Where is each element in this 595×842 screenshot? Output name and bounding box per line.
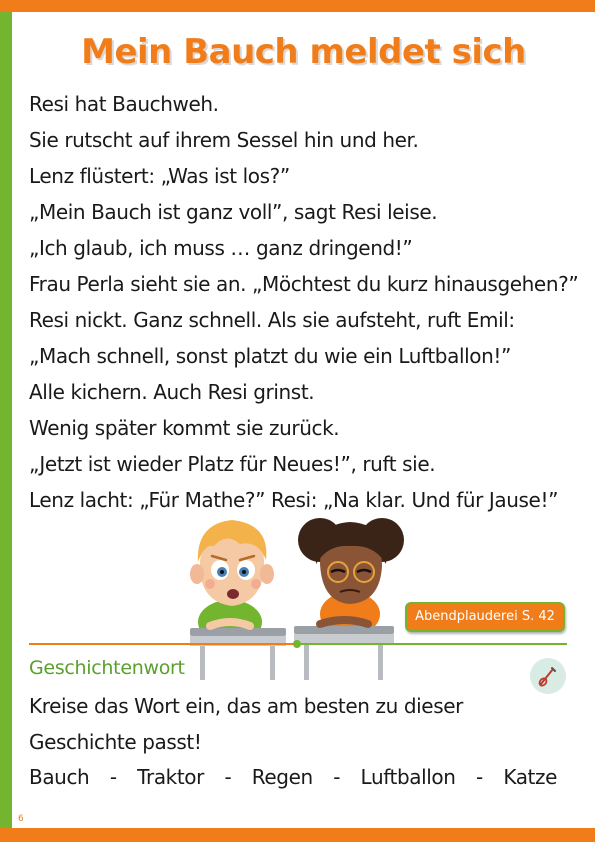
word-choice[interactable]: Regen [251, 765, 313, 789]
word-separator: - [476, 765, 483, 789]
story-line: „Jetzt ist wieder Platz für Neues!”, ruft sie. [29, 452, 436, 476]
bottom-border [0, 828, 595, 842]
task-instruction: Kreise das Wort ein, das am besten zu dieser Geschichte passt! [29, 694, 463, 754]
story-line: Lenz lacht: „Für Mathe?” Resi: „Na klar. Und für Jause!” [29, 488, 559, 512]
page-title: Mein Bauch meldet sich [81, 32, 526, 72]
story-line: Resi nickt. Ganz schnell. Als sie aufsteht, ruft Emil: [29, 308, 515, 332]
story-line: „Ich glaub, ich muss … ganz dringend!” [29, 236, 413, 260]
word-choice[interactable]: Luftballon [360, 765, 456, 789]
story-line: Alle kichern. Auch Resi grinst. [29, 380, 315, 404]
word-choice[interactable]: Bauch [29, 765, 90, 789]
reference-text: Abendplauderei S. 42 [407, 604, 563, 630]
story-line: Resi hat Bauchweh. [29, 92, 219, 116]
word-choices [29, 759, 557, 795]
word-separator: - [109, 765, 117, 789]
word-choice[interactable]: Traktor [137, 765, 204, 789]
page-number: 6 [18, 814, 24, 824]
story-line: Frau Perla sieht sie an. „Möchtest du kurz hinausgehen?” [29, 272, 579, 296]
reference-tag [405, 602, 565, 632]
story-line: „Mach schnell, sonst platzt du wie ein Luftballon!” [29, 344, 511, 368]
children-at-desks-illustration [170, 510, 420, 680]
divider-dot [293, 640, 301, 648]
word-separator: - [224, 765, 232, 789]
story-line: „Mein Bauch ist ganz voll”, sagt Resi leise. [29, 200, 438, 224]
word-choice[interactable]: Katze [503, 765, 557, 789]
word-separator: - [333, 765, 341, 789]
story-line: Wenig später kommt sie zurück. [29, 416, 340, 440]
desks [190, 620, 394, 680]
story-line: Lenz flüstert: „Was ist los?” [29, 164, 290, 188]
section-heading: Geschichtenwort [29, 657, 185, 679]
story-line: Sie rutscht auf ihrem Sessel hin und her. [29, 128, 419, 152]
top-border [0, 0, 595, 12]
story-text [29, 86, 589, 518]
left-border [0, 12, 12, 828]
